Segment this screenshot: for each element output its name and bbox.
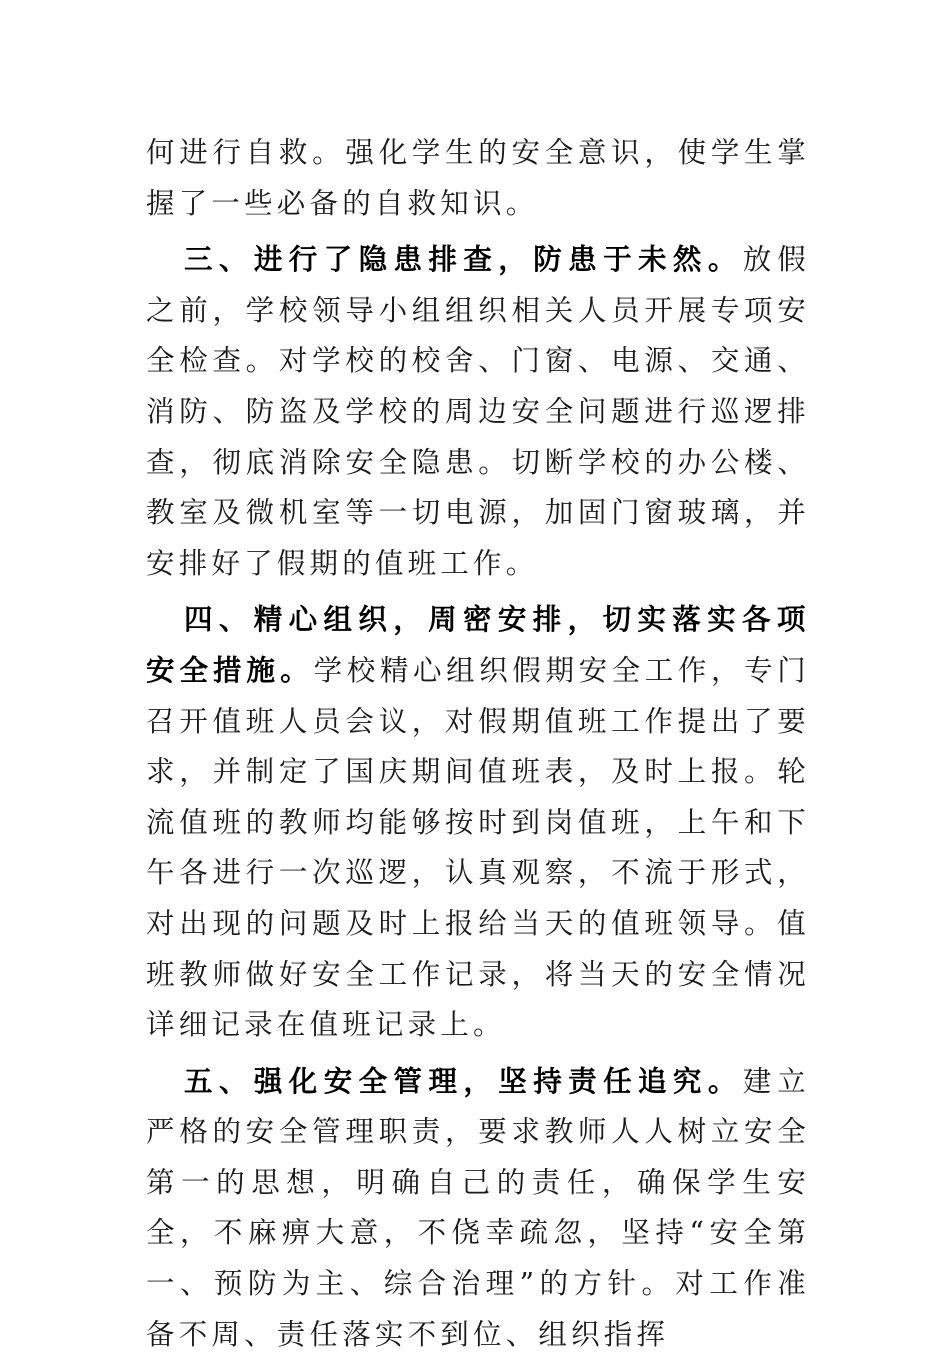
paragraph-body: 学校精心组织假期安全工作，专门召开值班人员会议，对假期值班工作提出了要求，并制定了国庆期间值班表，及时上报。轮流值班的教师均能够按时到岗值班，上午和下午各进行一次巡逻，认真观察，不流于形式，对出现的问题及时上报给当天的值班领导。值班教师做好安全工作记录，将当天的安全情况详细记录在值班记录上。 xyxy=(146,653,810,1042)
section-heading-5: 五、强化安全管理，坚持责任追究。 xyxy=(184,1064,743,1098)
section-heading-4: 四、精心组织，周密安排，切实落实各项安全措施。 xyxy=(146,603,810,687)
document-body xyxy=(146,128,810,1360)
paragraph-safety-management xyxy=(146,1057,810,1360)
paragraph-hazard-inspection xyxy=(146,235,810,589)
paragraph-careful-organization xyxy=(146,595,810,1050)
section-heading-3: 三、进行了隐患排查，防患于未然。 xyxy=(184,243,743,277)
paragraph-body: 建立严格的安全管理职责，要求教师人人树立安全第一的思想，明确自己的责任，确保学生安全，不麻痹大意，不侥幸疏忽，坚持“安全第一、预防为主、综合治理”的方针。对工作准备不周、责任落实不到位、组织指挥 xyxy=(146,1064,810,1351)
paragraph-body: 放假之前，学校领导小组组织相关人员开展专项安全检查。对学校的校舍、门窗、电源、交通、消防、防盗及学校的周边安全问题进行巡逻排查，彻底消除安全隐患。切断学校的办公楼、教室及微机室等一切电源，加固门窗玻璃，并安排好了假期的值班工作。 xyxy=(146,243,810,580)
paragraph-body: 何进行自救。强化学生的安全意识，使学生掌握了一些必备的自救知识。 xyxy=(146,136,810,220)
paragraph-self-rescue xyxy=(146,128,810,229)
